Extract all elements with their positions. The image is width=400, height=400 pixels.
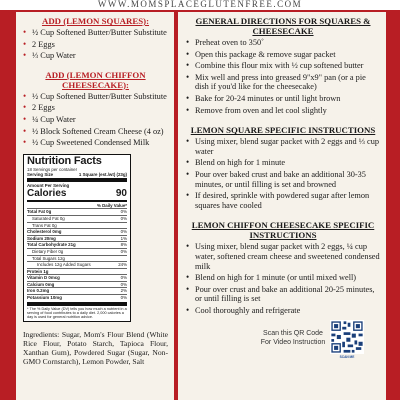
list-item: • ½ Block Softened Cream Cheese (4 oz): [23, 127, 168, 137]
nutrient-label: Iron 0.2mg: [27, 288, 50, 294]
nutrient-label: Trans Fat 0g: [32, 222, 57, 228]
lemon-chiffon-instructions-heading: LEMON CHIFFON CHEESECAKE SPECIFIC INSTRUCTIONS: [191, 220, 375, 241]
nutrient-daily-value: 1%: [120, 235, 127, 241]
serving-size-label: Serving Size: [27, 171, 54, 177]
list-item: • ¼ Cup Water: [23, 115, 168, 125]
nutrient-label: Total Carbohydrate 21g: [27, 242, 76, 248]
website-url-banner: WWW.MOMSPLACEGLUTENFREE.COM: [0, 0, 400, 10]
nutrient-label: Vitamin D 0mcg: [27, 275, 60, 281]
nutrient-label: Total Fat 0g: [27, 209, 52, 215]
nutrient-daily-value: 0%: [120, 215, 127, 221]
nutrient-label: Dietary Fiber 0g: [32, 248, 64, 254]
nutrient-row: [27, 268, 127, 275]
list-item: • Pour over baked crust and bake an additional 30-35 minutes, or until filling is set and browned: [186, 170, 380, 189]
serving-size-value: 1 Square (est./wt) (23g): [78, 171, 127, 177]
nutrient-row: [27, 215, 127, 222]
nutrient-row: [27, 235, 127, 242]
nutrient-daily-value: 0%: [120, 295, 127, 301]
nutrient-rows: [27, 208, 127, 300]
nutrient-label: Potassium 10mg: [27, 295, 62, 301]
nutrition-footnote: * The % Daily Value (DV) tells you how much a nutrient in a serving of food contributes to a daily diet. 2,000 calories a day is used for general nutrition advice.: [27, 306, 127, 320]
qr-section: [260, 320, 380, 390]
nutrition-title: Nutrition Facts: [27, 154, 102, 167]
nutrient-label: Calcium 0mg: [27, 281, 55, 287]
list-item: • Pour over crust and bake an additional 20-25 minutes, or until filling is set: [186, 285, 380, 304]
list-item: • Blend on high for 1 minute (or until mixed well): [186, 273, 380, 283]
lemon-square-instructions-list: [186, 137, 380, 210]
list-item: • Bake for 20-24 minutes or until light brown: [186, 94, 380, 104]
list-item: • Remove from oven and let cool slightly: [186, 106, 380, 116]
qr-caption: Scan this QR Code For Video Instruction: [260, 330, 326, 346]
nutrient-row: [27, 274, 127, 281]
list-item: • If desired, sprinkle with powdered sugar after lemon squares have cooled: [186, 191, 380, 210]
nutrient-daily-value: 2%: [120, 288, 127, 294]
list-item: • Cool thoroughly and refrigerate: [186, 306, 380, 316]
nutrient-row: [27, 228, 127, 235]
lemon-chiffon-list: [23, 92, 168, 148]
general-directions-list: [186, 38, 380, 115]
nutrient-daily-value: 24%: [118, 262, 127, 268]
list-item: • Combine this flour mix with ½ cup softened butter: [186, 61, 380, 71]
nutrient-row: [27, 248, 127, 255]
nutrient-row: [27, 208, 127, 215]
nutrition-facts-panel: [23, 154, 131, 322]
nutrient-daily-value: 8%: [120, 242, 127, 248]
ingredients-text: Ingredients: Sugar, Mom's Flour Blend (White Rice Flour, Potato Starch, Tapioca Flour, Xanthan Gum), Powdered Sugar (Sugar, Non-GMO Cornstarch), Lemon Powder, Salt: [23, 329, 168, 366]
list-item: • Using mixer, blend sugar packet with 2 eggs, ¼ cup water, softened cream cheese and sweetened condensed milk: [186, 242, 380, 271]
nutrient-daily-value: 0%: [120, 281, 127, 287]
serving-size-row: [27, 172, 127, 178]
nutrient-row: [27, 222, 127, 229]
lemon-squares-heading: ADD (LEMON SQUARES):: [41, 16, 150, 26]
servings-per-container: 18 Servings per container: [27, 166, 78, 172]
list-item: • ⅓ Cup Water: [23, 51, 168, 61]
nutrient-row: [27, 294, 127, 301]
list-item: • ½ Cup Softened Butter/Butter Substitute: [23, 92, 168, 102]
nutrient-row: [27, 241, 127, 248]
nutrient-label: Cholesterol 0mg: [27, 229, 62, 235]
nutrient-label: Includes 12g Added Sugars: [37, 262, 91, 268]
left-panel: [16, 12, 174, 400]
lemon-square-instructions-heading: LEMON SQUARE SPECIFIC INSTRUCTIONS: [190, 125, 376, 136]
list-item: • Open this package & remove sugar packet: [186, 50, 380, 60]
daily-value-header: % Daily Value*: [96, 203, 127, 209]
scan-me-label: SCAN ME: [339, 355, 355, 359]
lemon-chiffon-heading: ADD (LEMON CHIFFON CHEESECAKE):: [45, 69, 146, 90]
nutrient-label: Saturated Fat 0g: [32, 215, 65, 221]
lemon-squares-list: [23, 28, 168, 61]
calories-row: [27, 188, 127, 199]
nutrient-row: [27, 261, 127, 268]
nutrient-row: [27, 281, 127, 288]
nutrient-daily-value: 0%: [120, 209, 127, 215]
nutrient-daily-value: 0%: [120, 275, 127, 281]
nutrient-daily-value: 0%: [120, 248, 127, 254]
nutrient-label: Total Sugars 12g: [32, 255, 65, 261]
list-item: • 2 Eggs: [23, 103, 168, 113]
nutrient-row: [27, 287, 127, 294]
nutrient-label: Protein 1g: [27, 268, 49, 274]
lemon-chiffon-instructions-list: [186, 242, 380, 315]
amount-per-serving: Amount Per Serving: [27, 183, 70, 189]
calories-value: 90: [115, 188, 127, 200]
list-item: • ½ Cup Softened Butter/Butter Substitute: [23, 28, 168, 38]
list-item: • Using mixer, blend sugar packet with 2 eggs and ⅓ cup water: [186, 137, 380, 156]
nutrient-daily-value: 0%: [120, 229, 127, 235]
qr-code-icon[interactable]: [330, 320, 364, 354]
nutrient-label: Sodium 20mg: [27, 235, 56, 241]
list-item: • Blend on high for 1 minute: [186, 158, 380, 168]
list-item: • 2 Eggs: [23, 40, 168, 50]
calories-label: Calories: [27, 188, 67, 200]
general-directions-heading: GENERAL DIRECTIONS FOR SQUARES & CHEESECAKE: [195, 16, 371, 36]
list-item: • Mix well and press into greased 9"x9" pan (or a pie dish if you'd like for the cheesecake): [186, 73, 380, 92]
nutrient-row: [27, 255, 127, 262]
list-item: • ½ Cup Sweetened Condensed Milk: [23, 138, 168, 148]
list-item: • Preheat oven to 350˚: [186, 38, 380, 48]
